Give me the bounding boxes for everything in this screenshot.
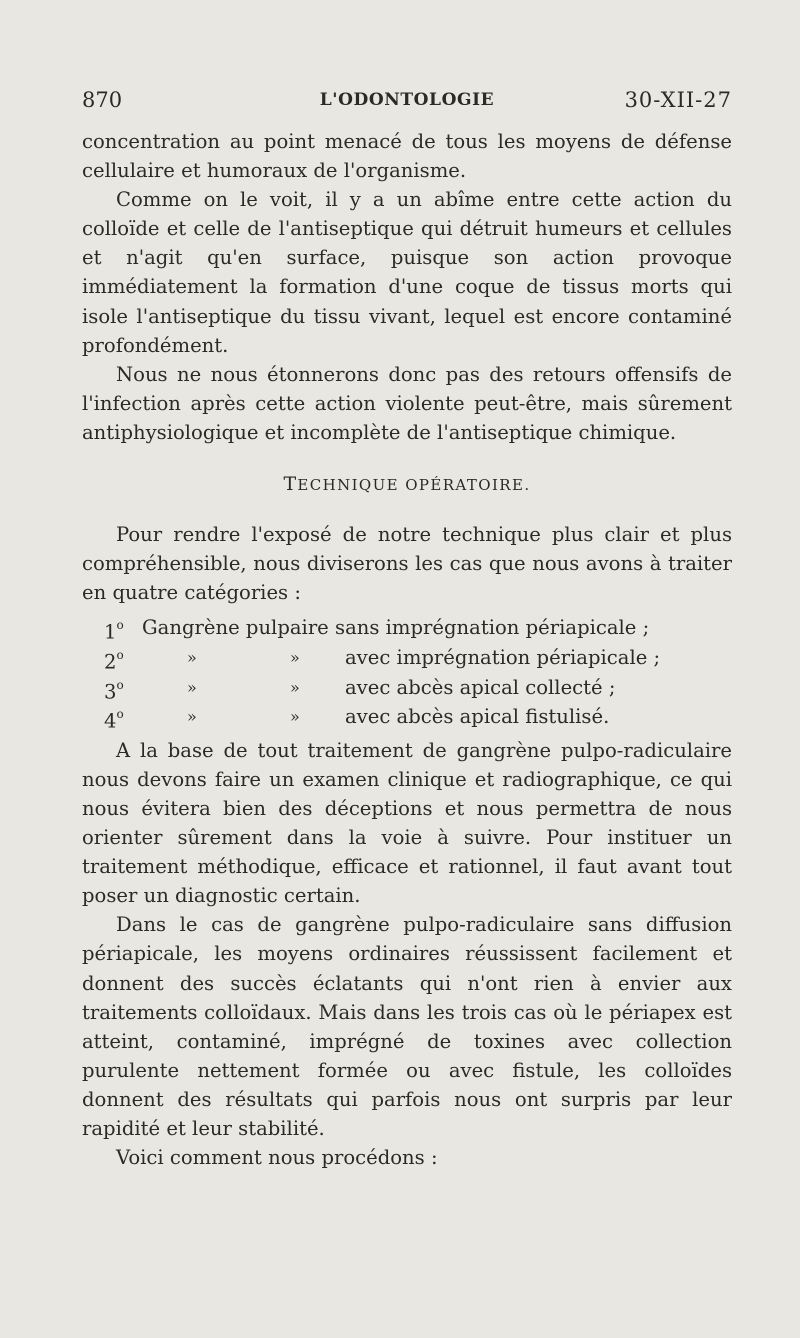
section-heading bbox=[82, 470, 732, 500]
list-number-digit: 1 bbox=[104, 620, 117, 644]
heading-initial: T bbox=[283, 473, 298, 496]
ditto-mark: » bbox=[290, 677, 300, 697]
list-item-text: avec abcès apical collecté ; bbox=[345, 675, 616, 699]
list-number-digit: 4 bbox=[104, 709, 117, 733]
list-item bbox=[82, 643, 732, 673]
running-header bbox=[82, 88, 732, 118]
category-list bbox=[82, 613, 732, 731]
list-number-digit: 3 bbox=[104, 680, 117, 704]
body-text bbox=[82, 127, 732, 1172]
paragraph: Voici comment nous procédons : bbox=[116, 1146, 438, 1170]
heading-smallcaps: ECHNIQUE bbox=[297, 476, 406, 495]
list-number bbox=[104, 673, 124, 707]
heading-smallcaps: OPÉRATOIRE. bbox=[405, 476, 531, 495]
ordinal-mark: o bbox=[116, 677, 124, 692]
ditto-mark: » bbox=[187, 707, 197, 727]
paragraph: Pour rendre l'exposé de notre technique plus clair et plus compréhensible, nous diviserons les cas que nous avons à traiter en quatre catégories : bbox=[82, 523, 732, 605]
ditto-mark: » bbox=[187, 677, 197, 697]
list-item-text: avec abcès apical fistulisé. bbox=[345, 705, 610, 729]
list-number bbox=[104, 613, 124, 647]
paragraph: Dans le cas de gangrène pulpo-radiculaire sans diffusion périapicale, les moyens ordinaires réussissent facilement et donnent des succès éclatants qui n'ont rien à envier aux traitements colloïdaux. Mais dans les trois cas où le périapex est atteint, contaminé, imprégné de toxines avec collection purulente nettement formée ou avec fistule, les colloïdes donnent des résultats qui parfois nous ont surpris par leur rapidité et leur stabilité. bbox=[82, 913, 732, 1140]
issue-date: 30-XII-27 bbox=[624, 88, 732, 112]
ditto-mark: » bbox=[290, 648, 300, 667]
page-number: 870 bbox=[82, 88, 123, 112]
ordinal-mark: o bbox=[116, 707, 124, 722]
journal-title: L'ODONTOLOGIE bbox=[319, 90, 495, 110]
ordinal-mark: o bbox=[116, 618, 124, 633]
list-item-text: avec imprégnation périapicale ; bbox=[345, 646, 661, 669]
paragraph: Nous ne nous étonnerons donc pas des retours offensifs de l'infection après cette action violente peut-être, mais sûrement antiphysiologique et incomplète de l'antiseptique chimique. bbox=[82, 362, 732, 444]
list-item bbox=[82, 702, 732, 732]
list-number bbox=[104, 643, 124, 677]
list-item-text: Gangrène pulpaire sans imprégnation périapicale ; bbox=[142, 616, 650, 640]
paragraph-continuation: concentration au point menacé de tous les moyens de défense cellulaire et humoraux de l'organisme. bbox=[82, 130, 732, 183]
paragraph: A la base de tout traitement de gangrène pulpo-radiculaire nous devons faire un examen clinique et radiographique, ce qui nous évitera bien des déceptions et nous permettra de nous orienter sûrement dans la voie à suivre. Pour instituer un traitement méthodique, efficace et rationnel, il faut avant tout poser un diagnostic certain. bbox=[82, 738, 732, 908]
ditto-mark: » bbox=[290, 707, 300, 727]
ordinal-mark: o bbox=[116, 648, 124, 662]
paragraph: Comme on le voit, il y a un abîme entre cette action du colloïde et celle de l'antiseptique qui détruit humeurs et cellules et n'agit qu'en surface, puisque son action provoque immédiatement la formation d'une coque de tissus morts qui isole l'antiseptique du tissu vivant, lequel est encore contaminé profondément. bbox=[82, 188, 732, 357]
list-item bbox=[82, 613, 732, 643]
list-number-digit: 2 bbox=[104, 650, 117, 674]
list-number bbox=[104, 702, 124, 736]
list-item bbox=[82, 673, 732, 703]
ditto-mark: » bbox=[187, 648, 197, 667]
